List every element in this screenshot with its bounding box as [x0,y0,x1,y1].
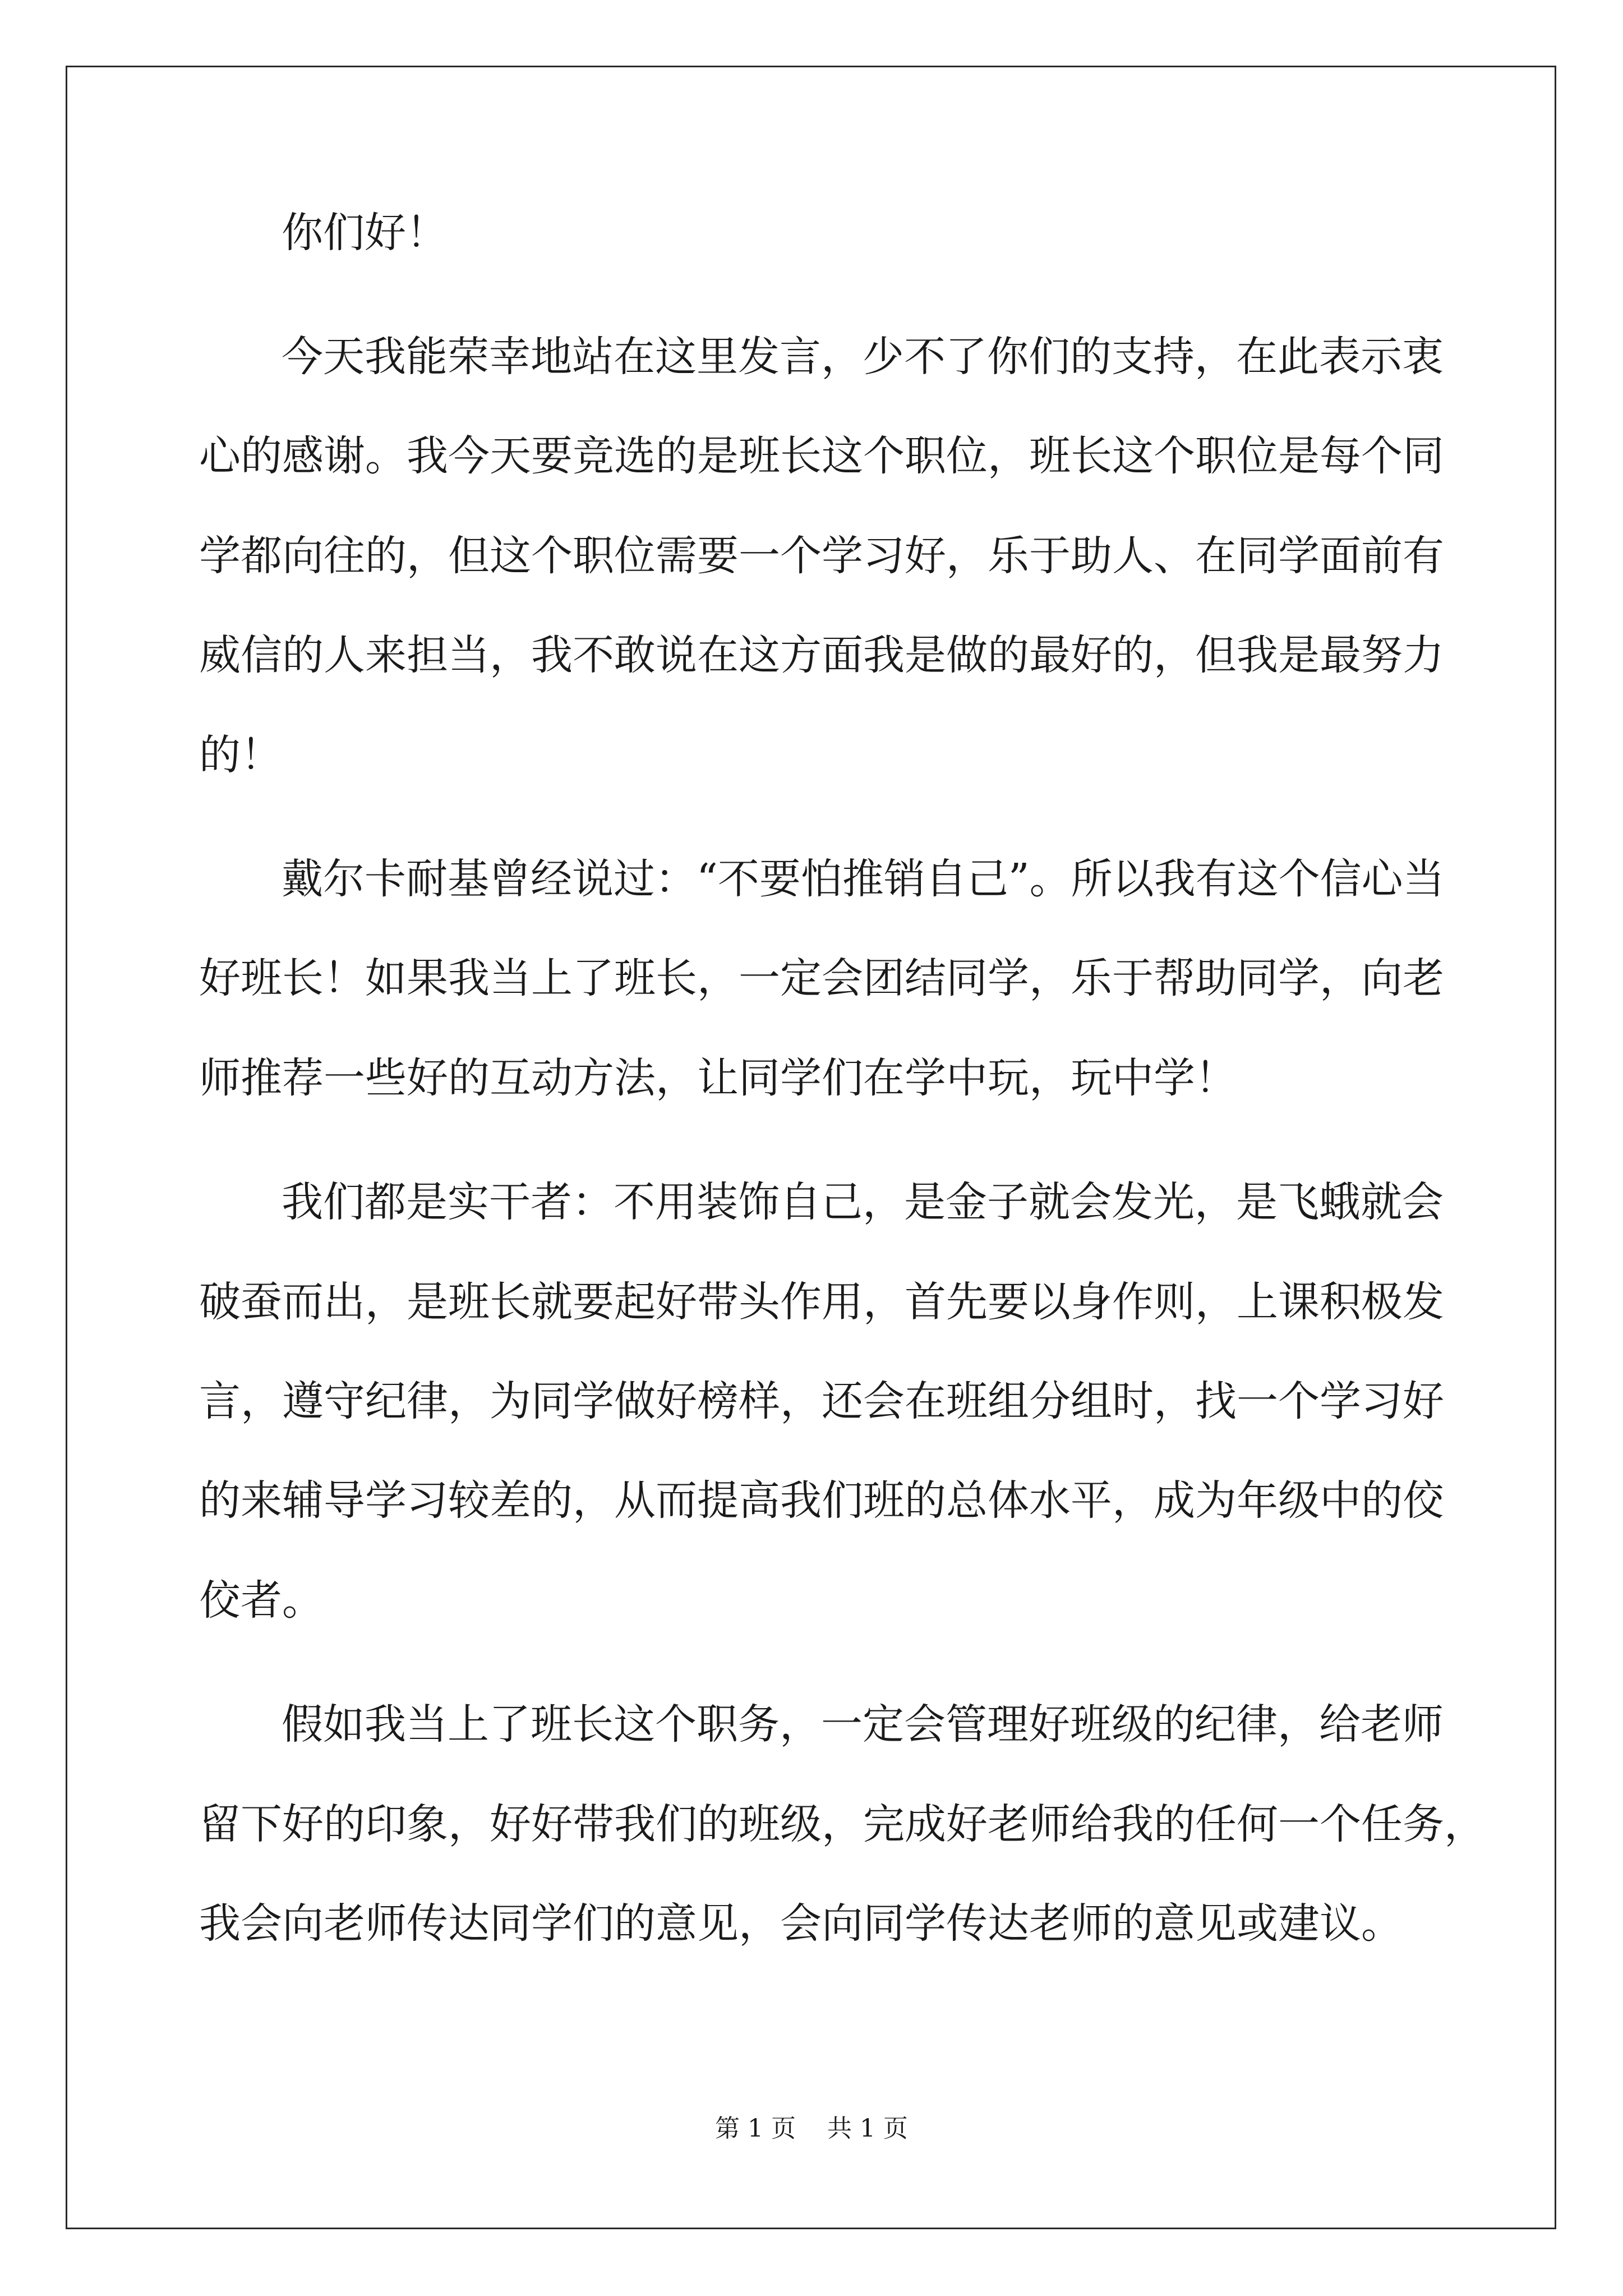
text-line: 我会向老师传达同学们的意见，会向同学传达老师的意见或建议。 [199,1899,1403,1948]
text-line: 假如我当上了班长这个职务，一定会管理好班级的纪律，给老师 [282,1700,1444,1749]
text-line: 师推荐一些好的互动方法，让同学们在学中玩，玩中学！ [199,1054,1237,1102]
text-line: 破蚕而出，是班长就要起好带头作用，首先要以身作则，上课积极发 [199,1278,1444,1326]
page-total: 共 1 页 [827,2114,908,2143]
text-line: 佼者。 [199,1576,324,1625]
text-line-greeting: 你们好！ [282,209,448,257]
text-line: 心的感谢。我今天要竞选的是班长这个职位，班长这个职位是每个同 [199,432,1444,480]
text-line: 威信的人来担当，我不敢说在这方面我是做的最好的，但我是最努力 [199,631,1444,679]
page-number: 第 1 页 [715,2114,796,2143]
page-footer [0,2112,1623,2146]
text-line: 学都向往的，但这个职位需要一个学习好，乐于助人、在同学面前有 [199,532,1444,580]
footer-spacer [796,2114,827,2143]
text-line: 的来辅导学习较差的，从而提高我们班的总体水平，成为年级中的佼 [199,1476,1444,1525]
text-line: 言，遵守纪律，为同学做好榜样，还会在班组分组时，找一个学习好 [199,1377,1444,1425]
text-line: 好班长！如果我当上了班长，一定会团结同学，乐于帮助同学，向老 [199,954,1444,1002]
text-line: 我们都是实干者：不用装饰自己，是金子就会发光，是飞蛾就会 [282,1178,1444,1226]
text-line: 的！ [199,731,282,779]
text-line: 戴尔卡耐基曾经说过：“不要怕推销自己”。所以我有这个信心当 [282,855,1445,903]
text-line: 留下好的印象，好好带我们的班级，完成好老师给我的任何一个任务， [199,1800,1486,1848]
text-line: 今天我能荣幸地站在这里发言，少不了你们的支持，在此表示衷 [282,333,1444,381]
